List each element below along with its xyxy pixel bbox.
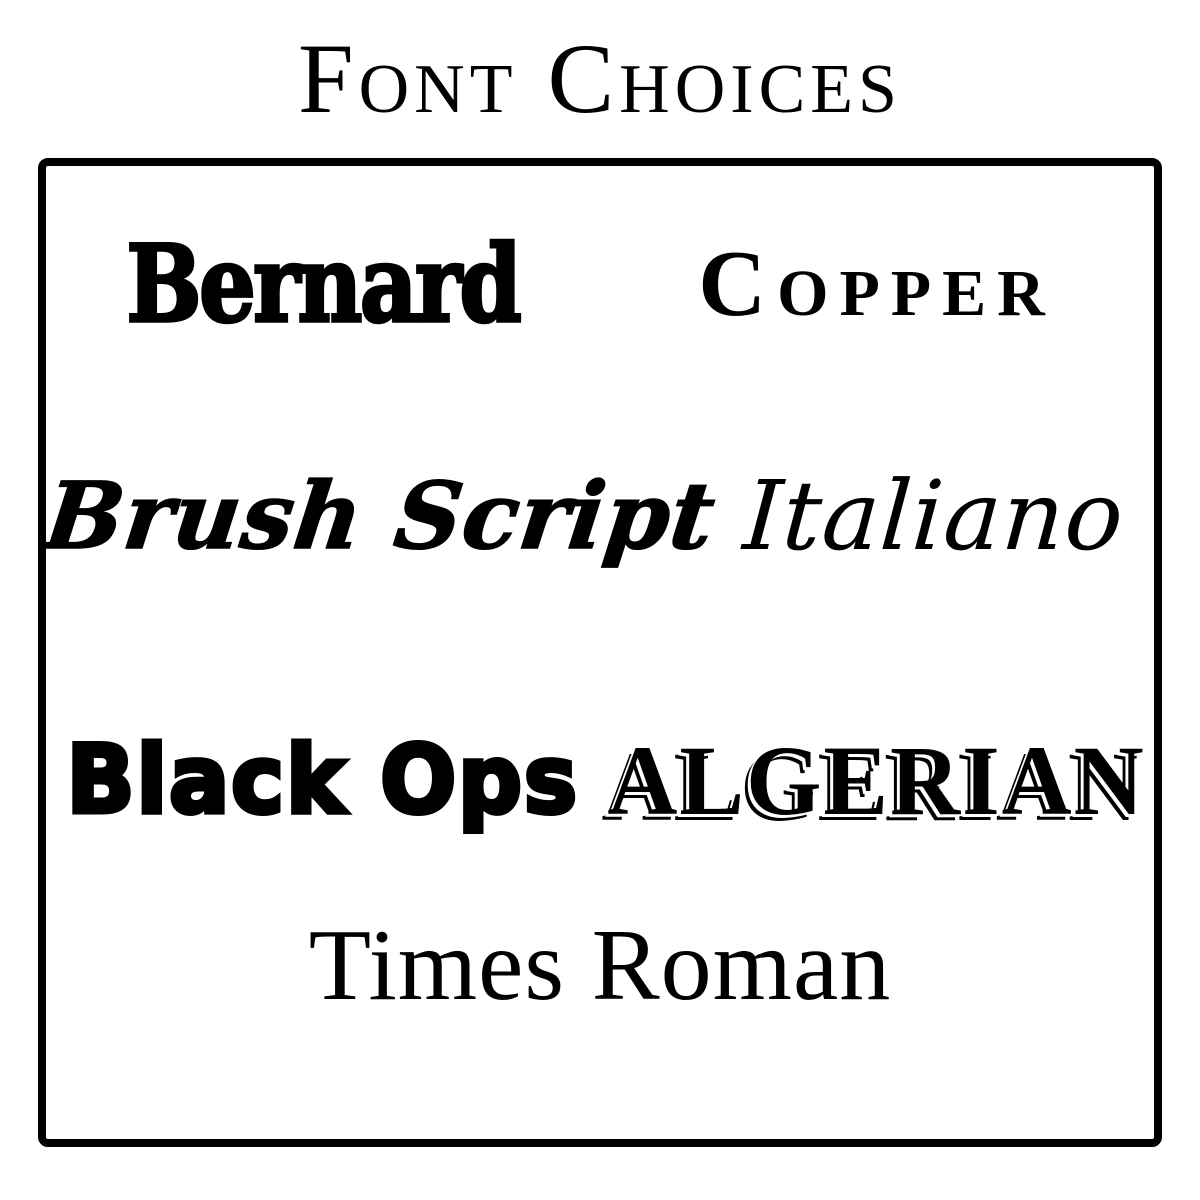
sample-row-2 [39,431,1154,601]
sample-cell-brush-script [39,462,722,570]
font-sample-copper: Copper [698,232,1056,336]
page-title: Font Choices [298,22,902,134]
sample-row-3 [46,696,1154,866]
sample-cell-black-ops [46,726,599,835]
sample-cell-bernard [46,221,600,346]
font-sample-algerian: ALGERIAN [607,725,1146,836]
font-samples-frame [38,158,1162,1147]
sample-cell-algerian [599,725,1154,836]
sample-row-4 [46,881,1154,1051]
font-sample-black-ops: Black Ops [66,726,579,835]
sample-row-1 [46,199,1154,369]
font-sample-times-roman: Times Roman [308,909,892,1022]
sample-cell-times-roman [46,909,1154,1022]
font-sample-brush-script: Brush Script [39,462,722,570]
sample-cell-italiano [715,460,1154,572]
font-sample-bernard: Bernard [126,221,520,346]
font-sample-italiano: Italiano [740,460,1129,572]
sample-cell-copper [600,232,1154,336]
